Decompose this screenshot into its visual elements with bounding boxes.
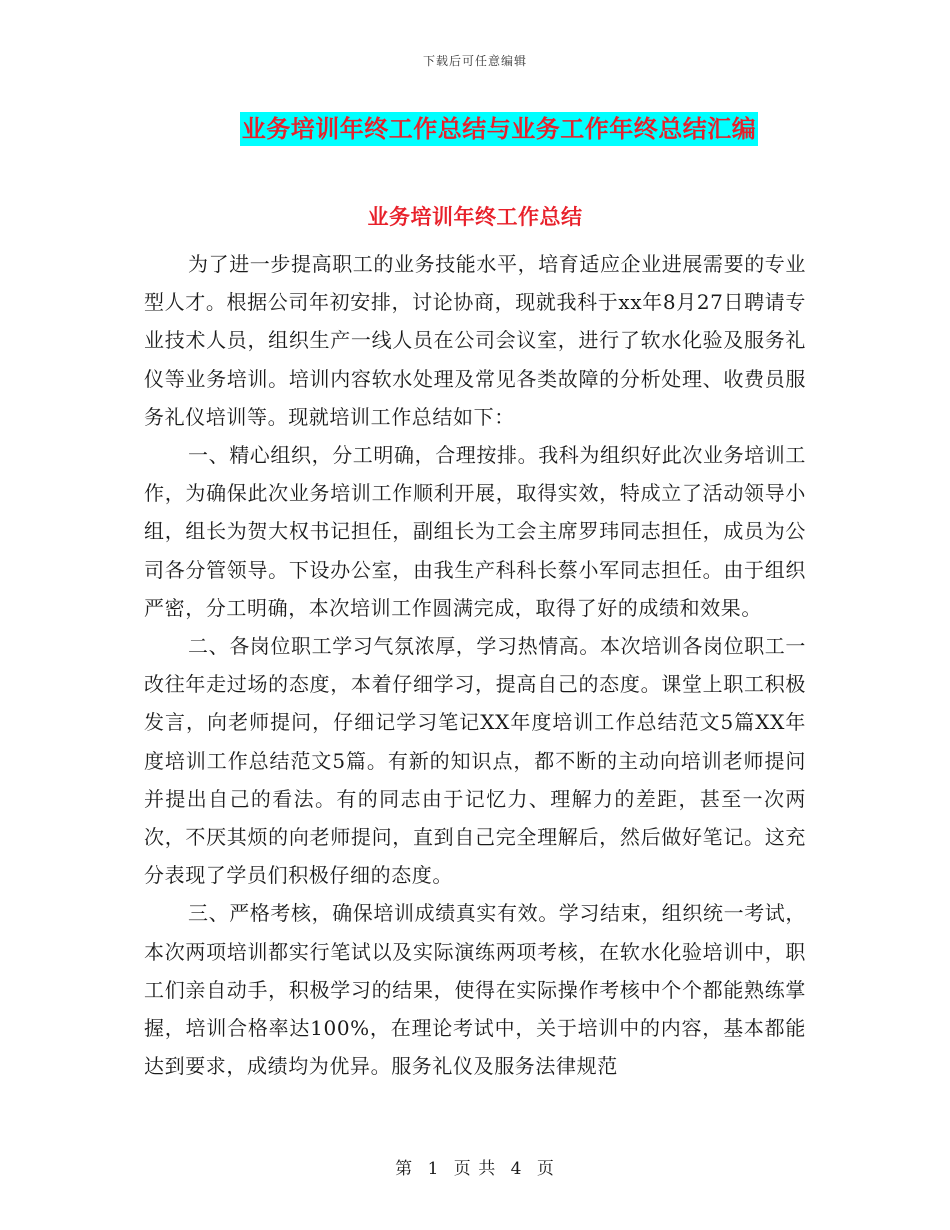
footer-middle: 页 共 xyxy=(453,1159,497,1179)
main-title xyxy=(0,112,950,146)
paragraph-two: 二、各岗位职工学习气氛浓厚，学习热情高。本次培训各岗位职工一改往年走过场的态度，本着仔细学习，提高自己的态度。课堂上职工积极发言，向老师提问，仔细记学习笔记XX年度培训工作总结范文5篇XX年度培训工作总结范文5篇。有新的知识点，都不断的主动向培训老师提问并提出自己的看法。有的同志由于记忆力、理解力的差距，甚至一次两次，不厌其烦的向老师提问，直到自己完全理解后，然后做好笔记。这充分表现了学员们积极仔细的态度。 xyxy=(144,634,806,888)
body-text xyxy=(144,245,806,1085)
footer-prefix: 第 xyxy=(395,1159,414,1179)
page-footer xyxy=(0,1154,950,1179)
footer-page-number: 1 xyxy=(427,1159,440,1179)
header-note: 下载后可任意编辑 xyxy=(422,54,527,68)
paragraph-three: 三、严格考核，确保培训成绩真实有效。学习结束，组织统一考试，本次两项培训都实行笔试以及实际演练两项考核，在软水化验培训中，职工们亲自动手，积极学习的结果，使得在实际操作考核中个个都能熟练掌握，培训合格率达100%，在理论考试中，关于培训中的内容，基本都能达到要求，成绩均为优异。服务礼仪及服务法律规范 xyxy=(144,901,806,1079)
main-title-text: 业务培训年终工作总结与业务工作年终总结汇编 xyxy=(240,112,759,146)
section-title: 业务培训年终工作总结 xyxy=(367,204,583,229)
footer-total-pages: 4 xyxy=(510,1159,523,1179)
footer-suffix: 页 xyxy=(536,1159,555,1179)
paragraph-intro: 为了进一步提高职工的业务技能水平，培育适应企业进展需要的专业型人才。根据公司年初安排，讨论协商，现就我科于xx年8月27日聘请专业技术人员，组织生产一线人员在公司会议室，进行了软水化验及服务礼仪等业务培训。培训内容软水处理及常见各类故障的分析处理、收费员服务礼仪培训等。现就培训工作总结如下： xyxy=(144,252,806,429)
paragraph-one: 一、精心组织，分工明确，合理按排。我科为组织好此次业务培训工作，为确保此次业务培训工作顺利开展，取得实效，特成立了活动领导小组，组长为贺大权书记担任，副组长为工会主席罗玮同志担任，成员为公司各分管领导。下设办公室，由我生产科科长蔡小军同志担任。由于组织严密，分工明确，本次培训工作圆满完成，取得了好的成绩和效果。 xyxy=(144,443,806,620)
